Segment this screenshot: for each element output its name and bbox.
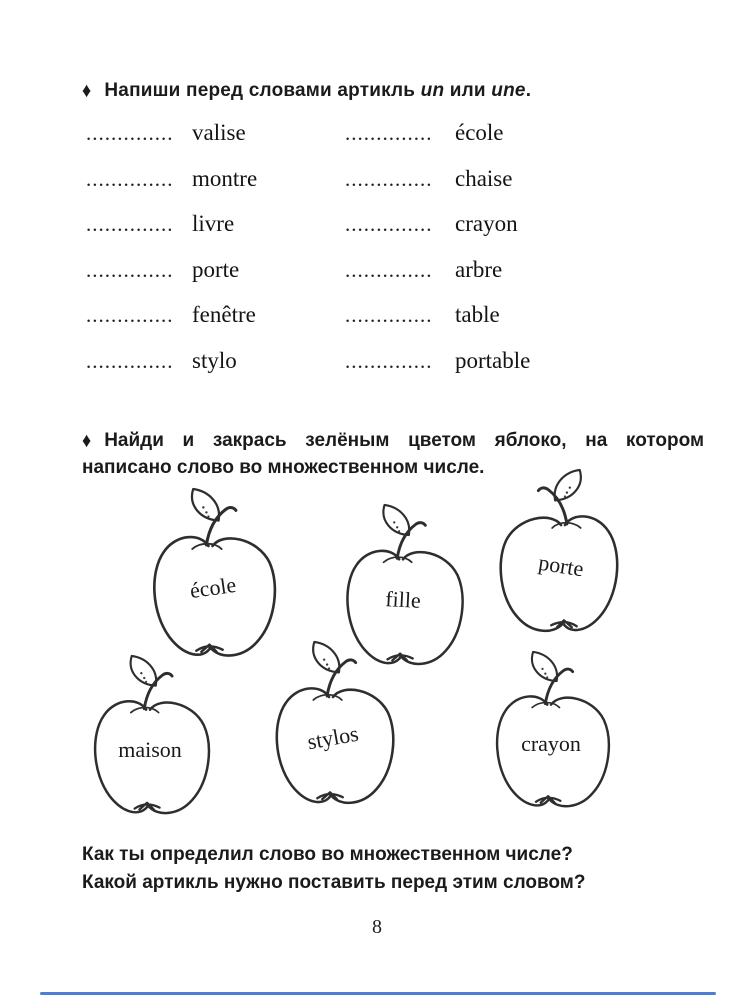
answer-blank: ..............	[86, 166, 174, 191]
vocab-word: porte	[192, 256, 240, 282]
answer-blank: ..............	[345, 166, 433, 191]
vocab-word: valise	[192, 120, 246, 145]
question-line2: Какой артикль нужно поставить перед этим словом?	[82, 872, 586, 893]
answer-blank: ..............	[86, 348, 174, 373]
task1-heading-mid: или	[444, 80, 492, 101]
apple-porte	[492, 468, 630, 640]
vocab-word: arbre	[455, 256, 503, 282]
followup-questions	[82, 841, 702, 897]
answer-blank: ..............	[86, 212, 174, 236]
question-line1: Как ты определил слово во множественном числе?	[82, 844, 573, 865]
apple-crayon	[480, 650, 622, 815]
word-list	[86, 118, 530, 391]
apple-ecole	[140, 487, 285, 665]
article-un: un	[420, 80, 445, 101]
apple-word: porte	[536, 549, 586, 582]
answer-blank: ..............	[345, 348, 433, 373]
bottom-divider	[40, 992, 716, 995]
vocab-word: table	[455, 302, 500, 327]
vocab-word: portable	[455, 347, 531, 373]
diamond-bullet-icon: ♦	[82, 428, 92, 452]
apple-stylos	[262, 640, 404, 812]
task2-heading-line1-text: Найди и закрась зелёным цветом яблоко, на котором	[104, 430, 704, 451]
task2-heading-line1	[82, 427, 704, 454]
vocab-word: livre	[192, 211, 235, 236]
answer-blank: ..............	[345, 121, 433, 145]
answer-blank: ..............	[86, 257, 174, 282]
answer-blank: ..............	[86, 121, 174, 145]
page-number: 8	[372, 916, 382, 938]
apple-word: fille	[384, 585, 422, 613]
apple-word: crayon	[521, 731, 581, 757]
diamond-bullet-icon: ♦	[82, 78, 92, 102]
answer-blank: ..............	[345, 303, 433, 327]
task1-heading	[82, 80, 682, 102]
apple-word: maison	[118, 736, 182, 762]
apple-maison	[80, 654, 220, 822]
vocab-word: fenêtre	[192, 302, 256, 327]
task2-heading-line2: написано слово во множественном числе.	[82, 457, 485, 478]
answer-blank: ..............	[345, 212, 433, 236]
vocab-word: chaise	[455, 165, 513, 191]
answer-blank: ..............	[345, 257, 433, 282]
answer-blank: ..............	[86, 303, 174, 327]
apple-word: stylos	[305, 720, 361, 755]
vocab-word: crayon	[455, 211, 518, 236]
article-une: une	[491, 80, 526, 101]
vocab-word: stylo	[192, 347, 237, 373]
apple-word: école	[187, 572, 238, 604]
vocab-word: école	[455, 120, 504, 145]
task1-heading-end: .	[525, 80, 532, 101]
task1-heading-text: Напиши перед словами артикль	[104, 80, 421, 101]
vocab-word: montre	[192, 165, 258, 191]
